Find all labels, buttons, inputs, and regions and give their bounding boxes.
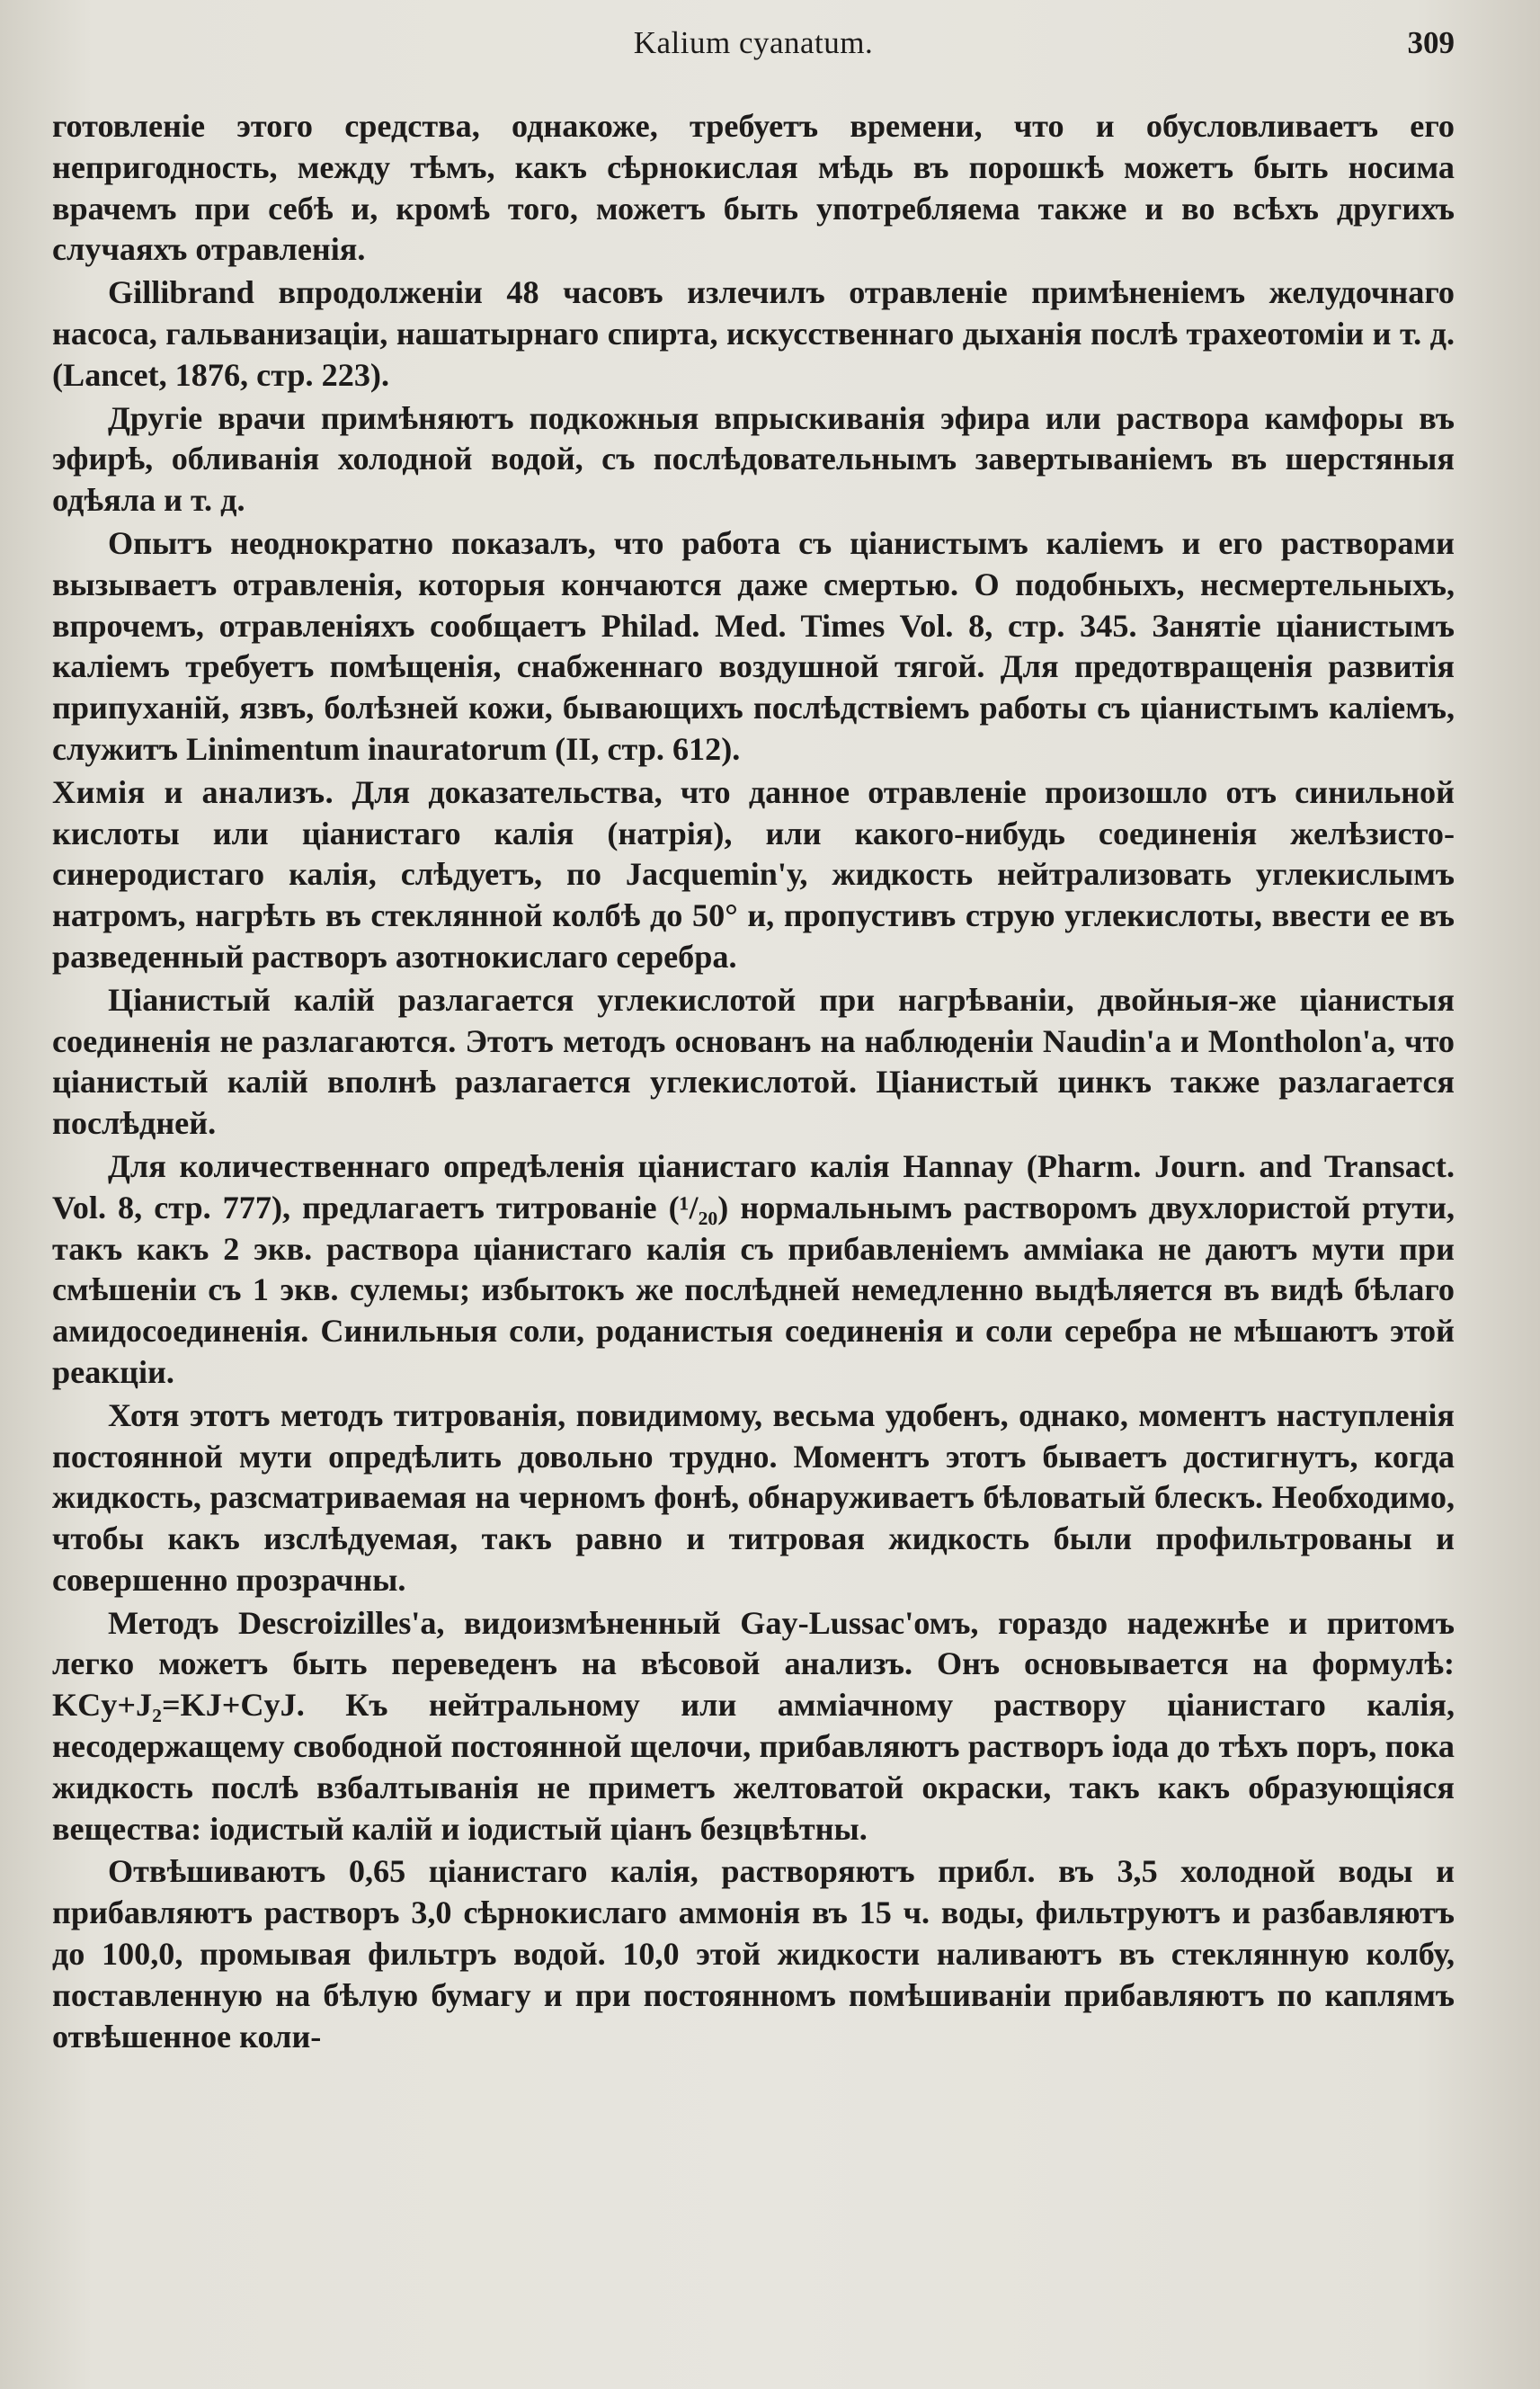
paragraph-text: Опытъ неоднократно показалъ, что работа съ ціанистымъ каліемъ и его растворами вызываетъ отравленія, которыя кончаются даже смертью. О подобныхъ, несмертельныхъ, впрочемъ, отравленіяхъ сообщаетъ Philad. Med. Times Vol. 8, стр. 345. Занятіе ціанистымъ каліемъ требуетъ помѣщенія, снабженнаго воздушной тягой. Для предотвращенія развитія припуханій, язвъ, болѣзней кожи, бывающихъ послѣдствіемъ работы съ ціанистымъ каліемъ, служитъ Linimentum inauratorum (II, стр. 612). xyxy=(52,524,1455,767)
page-header xyxy=(52,25,1455,70)
paragraph-gillibrand xyxy=(52,272,1455,396)
paragraph-text: Методъ Descroizilles'а, видоизмѣненный Gay-Lussac'омъ, гораздо надежнѣе и притомъ легко можетъ быть переведенъ на вѣсовой анализъ. Онъ основывается на формулѣ: KCy+J₂=KJ+CyJ. Къ нейтральному или аммiачному раствору ціанистаго калія, несодержащему свободной постоянной щелочи, прибавляютъ растворъ іода до тѣхъ поръ, пока жидкость послѣ взбалтыванія не приметъ желтоватой окраски, такъ какъ образующіяся вещества: іодистый калій и іодистый ціанъ безцвѣтны. xyxy=(52,1604,1455,1847)
running-title: Kalium cyanatum. xyxy=(633,25,874,60)
paragraph-continuation xyxy=(52,106,1455,271)
paragraph-chemistry-analysis xyxy=(52,772,1455,978)
paragraph-decomposition xyxy=(52,980,1455,1145)
paragraph-experience xyxy=(52,523,1455,771)
paragraph-text: Для количественнаго опредѣленія ціанистаго калія Hannay (Pharm. Journ. and Transact. Vol. 8, стр. 777), предлагаетъ титрованіе (¹/₂₀) нормальнымъ растворомъ двухлористой ртути, такъ какъ 2 экв. раствора ціанистаго калія съ прибавленіемъ амміака не даютъ мути при смѣшеніи съ 1 экв. сулемы; избытокъ же послѣдней немедленно выдѣляется въ видѣ бѣлаго амидосоединенія. Синильныя соли, роданистыя соединенія и соли серебра не мѣшаютъ этой реакціи. xyxy=(52,1147,1455,1390)
paragraph-text: Gillibrand впродолженіи 48 часовъ излечилъ отравленіе примѣненіемъ желудочнаго насоса, гальванизаціи, нашатырнаго спирта, искусственнаго дыханія послѣ трахеотоміи и т. д. (Lancet, 1876, стр. 223). xyxy=(52,274,1455,393)
paragraph-text: Ціанистый калій разлагается углекислотой при нагрѣваніи, двойныя-же ціанистыя соединенія не разлагаются. Этотъ методъ основанъ на наблюденіи Naudin'а и Montholon'а, что ціанистый калій вполнѣ разлагается углекислотой. Ціанистый цинкъ также разлагается послѣдней. xyxy=(52,981,1455,1142)
paragraph-text: готовленіе этого средства, однакоже, требуетъ времени, что и обусловливаетъ его непригодность, между тѣмъ, какъ сѣрнокислая мѣдь въ порошкѣ можетъ быть носима врачемъ при себѣ и, кромѣ того, можетъ быть употребляема также и во всѣхъ другихъ случаяхъ отравленія. xyxy=(52,108,1455,268)
paragraph-text: Хотя этотъ методъ титрованія, повидимому, весьма удобенъ, однако, моментъ наступленія постоянной мути опредѣлить довольно трудно. Моментъ этотъ бываетъ достигнутъ, когда жидкость, разсматриваемая на черномъ фонѣ, обнаруживаетъ бѣловатый блескъ. Необходимо, чтобы какъ изслѣдуемая, такъ равно и титровая жидкость были профильтрованы и совершенно прозрачны. xyxy=(52,1396,1455,1598)
paragraph-other-doctors xyxy=(52,398,1455,521)
paragraph-quantitative xyxy=(52,1146,1455,1394)
paragraph-text: Для доказательства, что данное отравленіе произошло отъ синильной кислоты или ціанистаго калія (натрія), или какого-нибудь соединенія желѣзисто-синеродистаго калія, слѣдуетъ, по Jacquemin'у, жидкость нейтрализовать углекислымъ натромъ, нагрѣть въ стеклянной колбѣ до 50° и, пропустивъ струю углекислоты, ввести ее въ разведенный растворъ азотнокислаго серебра. xyxy=(52,773,1455,975)
paragraph-text: Другіе врачи примѣняютъ подкожныя впрыскиванія эфира или раствора камфоры въ эфирѣ, обливанія холодной водой, съ послѣдовательнымъ завертываніемъ въ шерстяныя одѣяла и т. д. xyxy=(52,399,1455,519)
section-heading: Химія и анализъ. xyxy=(52,773,334,810)
paragraph-titration-method xyxy=(52,1395,1455,1601)
paragraph-text: Отвѣшиваютъ 0,65 ціанистаго калія, растворяютъ прибл. въ 3,5 холодной воды и прибавляютъ растворъ 3,0 сѣрнокислаго аммонія въ 15 ч. воды, фильтруютъ и разбавляютъ до 100,0, промывая фильтръ водой. 10,0 этой жидкости наливаютъ въ стеклянную колбу, поставленную на бѣлую бумагу и при постоянномъ помѣшиваніи прибавляютъ по каплямъ отвѣшенное коли- xyxy=(52,1853,1455,2055)
paragraph-procedure xyxy=(52,1851,1455,2057)
page-number: 309 xyxy=(1407,25,1455,60)
body-text xyxy=(52,106,1455,2057)
paragraph-descroizilles xyxy=(52,1603,1455,1850)
